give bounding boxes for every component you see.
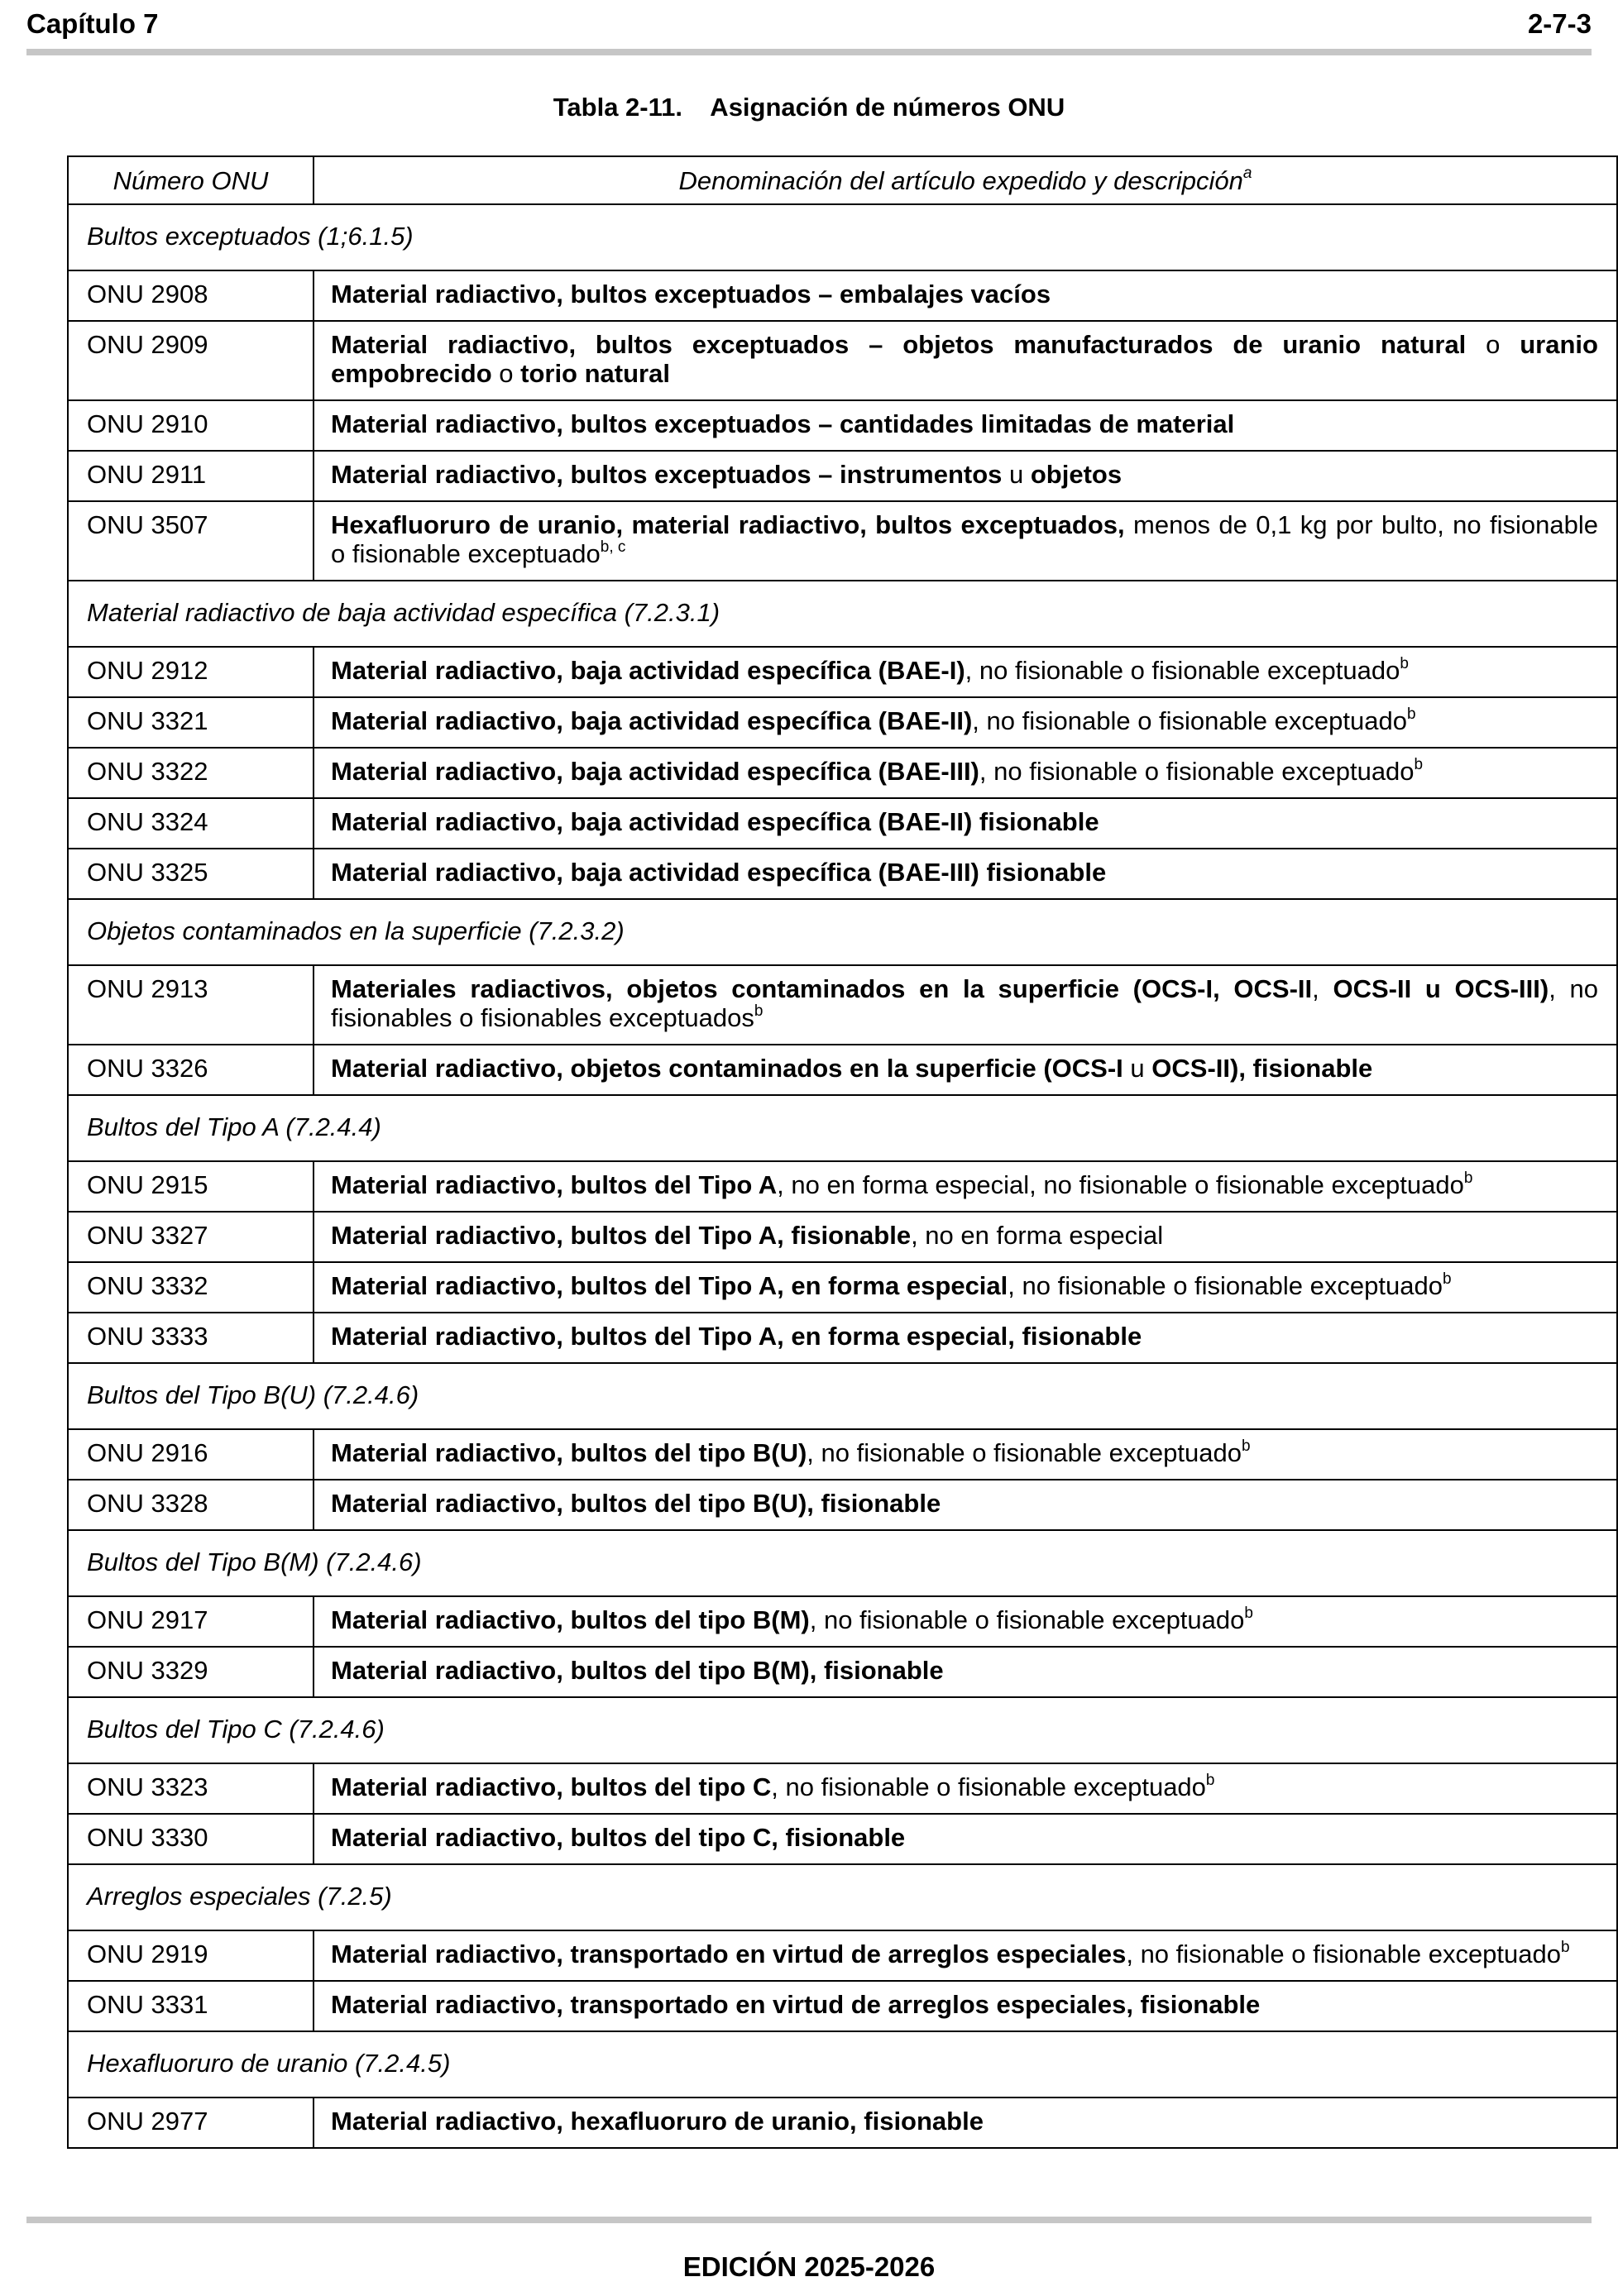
un-number: ONU 3322	[68, 748, 314, 798]
table-row	[68, 321, 1617, 400]
plain-text: menos de 0,1 kg por bulto, no fisionable o fisionable exceptuado	[331, 510, 1598, 568]
table-row	[68, 1814, 1617, 1864]
bold-text: Material radiactivo, objetos contaminados en la superficie (OCS-I	[331, 1054, 1123, 1083]
section-title: Bultos del Tipo B(M) (7.2.4.6)	[68, 1530, 1617, 1596]
shipping-name	[314, 270, 1617, 321]
table-row	[68, 647, 1617, 697]
un-number: ONU 3329	[68, 1647, 314, 1697]
shipping-name	[314, 1981, 1617, 2031]
section-title: Arreglos especiales (7.2.5)	[68, 1864, 1617, 1930]
plain-text: , no fisionable o fisionable exceptuado	[979, 757, 1415, 786]
shipping-name	[314, 1480, 1617, 1530]
shipping-name	[314, 697, 1617, 748]
table-row	[68, 849, 1617, 899]
bold-text: Material radiactivo, bultos del tipo C	[331, 1772, 772, 1801]
section-row	[68, 1530, 1617, 1596]
shipping-name	[314, 1596, 1617, 1647]
plain-text: , no en forma especial, no fisionable o fisionable exceptuado	[777, 1170, 1464, 1199]
section-title: Bultos del Tipo C (7.2.4.6)	[68, 1697, 1617, 1763]
shipping-name	[314, 748, 1617, 798]
bold-text: Material radiactivo, bultos del tipo B(M), fisionable	[331, 1656, 944, 1685]
table-row	[68, 1647, 1617, 1697]
table-row	[68, 270, 1617, 321]
bold-text: Material radiactivo, bultos del Tipo A, en forma especial	[331, 1271, 1008, 1300]
table-row	[68, 1262, 1617, 1313]
section-row	[68, 899, 1617, 965]
shipping-name	[314, 798, 1617, 849]
page-number: 2-7-3	[1527, 8, 1592, 39]
footnote-marker: b	[1414, 755, 1424, 773]
shipping-name	[314, 1814, 1617, 1864]
table-row	[68, 798, 1617, 849]
shipping-name	[314, 1647, 1617, 1697]
plain-text: ,	[1312, 974, 1333, 1003]
shipping-name	[314, 451, 1617, 501]
bold-text: Material radiactivo, bultos del tipo B(U), fisionable	[331, 1489, 941, 1518]
un-number: ONU 2977	[68, 2097, 314, 2148]
bold-text: Materiales radiactivos, objetos contaminados en la superficie (OCS-I, OCS-II	[331, 974, 1313, 1003]
un-number: ONU 3321	[68, 697, 314, 748]
footnote-marker: b	[1205, 1771, 1215, 1789]
un-number: ONU 2911	[68, 451, 314, 501]
footnote-marker: b	[754, 1002, 764, 1020]
table-row	[68, 400, 1617, 451]
un-number: ONU 2913	[68, 965, 314, 1045]
table-row	[68, 1161, 1617, 1212]
un-number: ONU 2908	[68, 270, 314, 321]
bold-text: Material radiactivo, bultos exceptuados – objetos manufacturados de uranio natural	[331, 330, 1467, 359]
plain-text: o	[1466, 330, 1520, 359]
table-row	[68, 1429, 1617, 1480]
section-title: Hexafluoruro de uranio (7.2.4.5)	[68, 2031, 1617, 2097]
footnote-marker: b	[1241, 1437, 1251, 1455]
section-title: Bultos del Tipo A (7.2.4.4)	[68, 1095, 1617, 1161]
footer-rule	[26, 2217, 1592, 2223]
footnote-marker: b	[1244, 1604, 1253, 1622]
table-row	[68, 1480, 1617, 1530]
bold-text: Material radiactivo, bultos del Tipo A	[331, 1170, 778, 1199]
shipping-name	[314, 1930, 1617, 1981]
bold-text: Material radiactivo, bultos del tipo B(M)	[331, 1605, 810, 1634]
table-row	[68, 1763, 1617, 1814]
un-number: ONU 3323	[68, 1763, 314, 1814]
column-header-number: Número ONU	[68, 156, 314, 204]
table-row	[68, 501, 1617, 581]
plain-text: u	[1002, 460, 1031, 489]
plain-text: , no fisionable o fisionable exceptuado	[965, 656, 1400, 685]
page-header	[26, 5, 1592, 43]
footnote-marker: b	[1400, 654, 1409, 672]
bold-text: Material radiactivo, bultos exceptuados – cantidades limitadas de material	[331, 409, 1235, 438]
shipping-name	[314, 965, 1617, 1045]
shipping-name	[314, 1161, 1617, 1212]
plain-text: , no fisionable o fisionable exceptuado	[809, 1605, 1245, 1634]
section-row	[68, 204, 1617, 270]
section-row	[68, 1864, 1617, 1930]
section-row	[68, 581, 1617, 647]
footnote-marker: b	[1463, 1169, 1473, 1187]
plain-text: o	[491, 359, 521, 388]
shipping-name	[314, 1429, 1617, 1480]
footnote-marker: b	[1442, 1270, 1452, 1288]
shipping-name	[314, 1262, 1617, 1313]
un-number: ONU 2912	[68, 647, 314, 697]
bold-text: Hexafluoruro de uranio, material radiactivo, bultos exceptuados,	[331, 510, 1125, 539]
bold-text: Material radiactivo, baja actividad específica (BAE-II)	[331, 706, 973, 735]
footnote-marker: b	[1561, 1938, 1570, 1956]
shipping-name	[314, 849, 1617, 899]
table-row	[68, 1212, 1617, 1262]
section-title: Bultos del Tipo B(U) (7.2.4.6)	[68, 1363, 1617, 1429]
un-number: ONU 3327	[68, 1212, 314, 1262]
table-row	[68, 1045, 1617, 1095]
bold-text: torio natural	[520, 359, 670, 388]
shipping-name	[314, 321, 1617, 400]
bold-text: Material radiactivo, hexafluoruro de uranio, fisionable	[331, 2107, 984, 2136]
footnote-marker: a	[1242, 165, 1252, 183]
table-row	[68, 1930, 1617, 1981]
shipping-name	[314, 400, 1617, 451]
plain-text: , no fisionable o fisionable exceptuado	[807, 1438, 1242, 1467]
section-title: Bultos exceptuados (1;6.1.5)	[68, 204, 1617, 270]
bold-text: Material radiactivo, bultos del Tipo A, en forma especial, fisionable	[331, 1322, 1142, 1351]
section-title: Material radiactivo de baja actividad específica (7.2.3.1)	[68, 581, 1617, 647]
column-header-description-text: Denominación del artículo expedido y descripción	[678, 165, 1243, 195]
bold-text: Material radiactivo, bultos del tipo C, fisionable	[331, 1823, 906, 1852]
section-row	[68, 1095, 1617, 1161]
shipping-name	[314, 501, 1617, 581]
bold-text: objetos	[1030, 460, 1123, 489]
column-header-description	[314, 156, 1617, 204]
chapter-label: Capítulo 7	[26, 8, 159, 39]
bold-text: Material radiactivo, bultos del Tipo A, fisionable	[331, 1221, 912, 1250]
table-row	[68, 697, 1617, 748]
plain-text: , no fisionable o fisionable exceptuado	[1008, 1271, 1443, 1300]
bold-text: Material radiactivo, transportado en virtud de arreglos especiales, fisionable	[331, 1990, 1261, 2019]
un-number: ONU 2909	[68, 321, 314, 400]
table-row	[68, 1313, 1617, 1363]
un-number: ONU 3331	[68, 1981, 314, 2031]
un-number-table	[67, 155, 1618, 2149]
un-number: ONU 3328	[68, 1480, 314, 1530]
shipping-name	[314, 647, 1617, 697]
un-number: ONU 2919	[68, 1930, 314, 1981]
shipping-name	[314, 1212, 1617, 1262]
plain-text: , no fisionable o fisionable exceptuado	[1126, 1940, 1561, 1968]
table-row	[68, 1596, 1617, 1647]
bold-text: Material radiactivo, bultos del tipo B(U)	[331, 1438, 807, 1467]
table-row	[68, 451, 1617, 501]
shipping-name	[314, 1313, 1617, 1363]
un-number: ONU 3324	[68, 798, 314, 849]
section-row	[68, 1697, 1617, 1763]
header-rule	[26, 49, 1592, 55]
bold-text: Material radiactivo, baja actividad específica (BAE-III) fisionable	[331, 858, 1107, 887]
bold-text: Material radiactivo, bultos exceptuados – instrumentos	[331, 460, 1003, 489]
plain-text: , no fisionables o fisionables exceptuados	[331, 974, 1598, 1032]
bold-text: Material radiactivo, baja actividad específica (BAE-III)	[331, 757, 979, 786]
table-row	[68, 965, 1617, 1045]
bold-text: Material radiactivo, bultos exceptuados – embalajes vacíos	[331, 280, 1051, 309]
shipping-name	[314, 1045, 1617, 1095]
edition-footer: EDICIÓN 2025-2026	[682, 2251, 936, 2282]
shipping-name	[314, 1763, 1617, 1814]
table-body	[68, 204, 1617, 2148]
un-number: ONU 3332	[68, 1262, 314, 1313]
un-number: ONU 2917	[68, 1596, 314, 1647]
section-row	[68, 1363, 1617, 1429]
un-number: ONU 3507	[68, 501, 314, 581]
un-number: ONU 2915	[68, 1161, 314, 1212]
plain-text: u	[1123, 1054, 1152, 1083]
plain-text: , no en forma especial	[911, 1221, 1164, 1250]
un-number: ONU 3333	[68, 1313, 314, 1363]
bold-text: OCS-II), fisionable	[1151, 1054, 1373, 1083]
un-number: ONU 3326	[68, 1045, 314, 1095]
plain-text: , no fisionable o fisionable exceptuado	[972, 706, 1407, 735]
plain-text: , no fisionable o fisionable exceptuado	[771, 1772, 1206, 1801]
un-number: ONU 2910	[68, 400, 314, 451]
section-title: Objetos contaminados en la superficie (7.2.3.2)	[68, 899, 1617, 965]
footnote-marker: b, c	[600, 538, 626, 556]
un-number: ONU 3330	[68, 1814, 314, 1864]
bold-text: OCS-II u OCS-III)	[1333, 974, 1549, 1003]
bold-text: Material radiactivo, baja actividad específica (BAE-II) fisionable	[331, 807, 1099, 836]
un-number: ONU 3325	[68, 849, 314, 899]
table-row	[68, 748, 1617, 798]
un-number: ONU 2916	[68, 1429, 314, 1480]
bold-text: uranio empobrecido	[331, 330, 1598, 388]
table-row	[68, 1981, 1617, 2031]
shipping-name	[314, 2097, 1617, 2148]
table-row	[68, 2097, 1617, 2148]
bold-text: Material radiactivo, baja actividad específica (BAE-I)	[331, 656, 965, 685]
footnote-marker: b	[1406, 705, 1416, 723]
section-row	[68, 2031, 1617, 2097]
table-header-row	[68, 156, 1617, 204]
bold-text: Material radiactivo, transportado en virtud de arreglos especiales	[331, 1940, 1127, 1968]
table-caption: Tabla 2-11. Asignación de números ONU	[553, 93, 1065, 122]
